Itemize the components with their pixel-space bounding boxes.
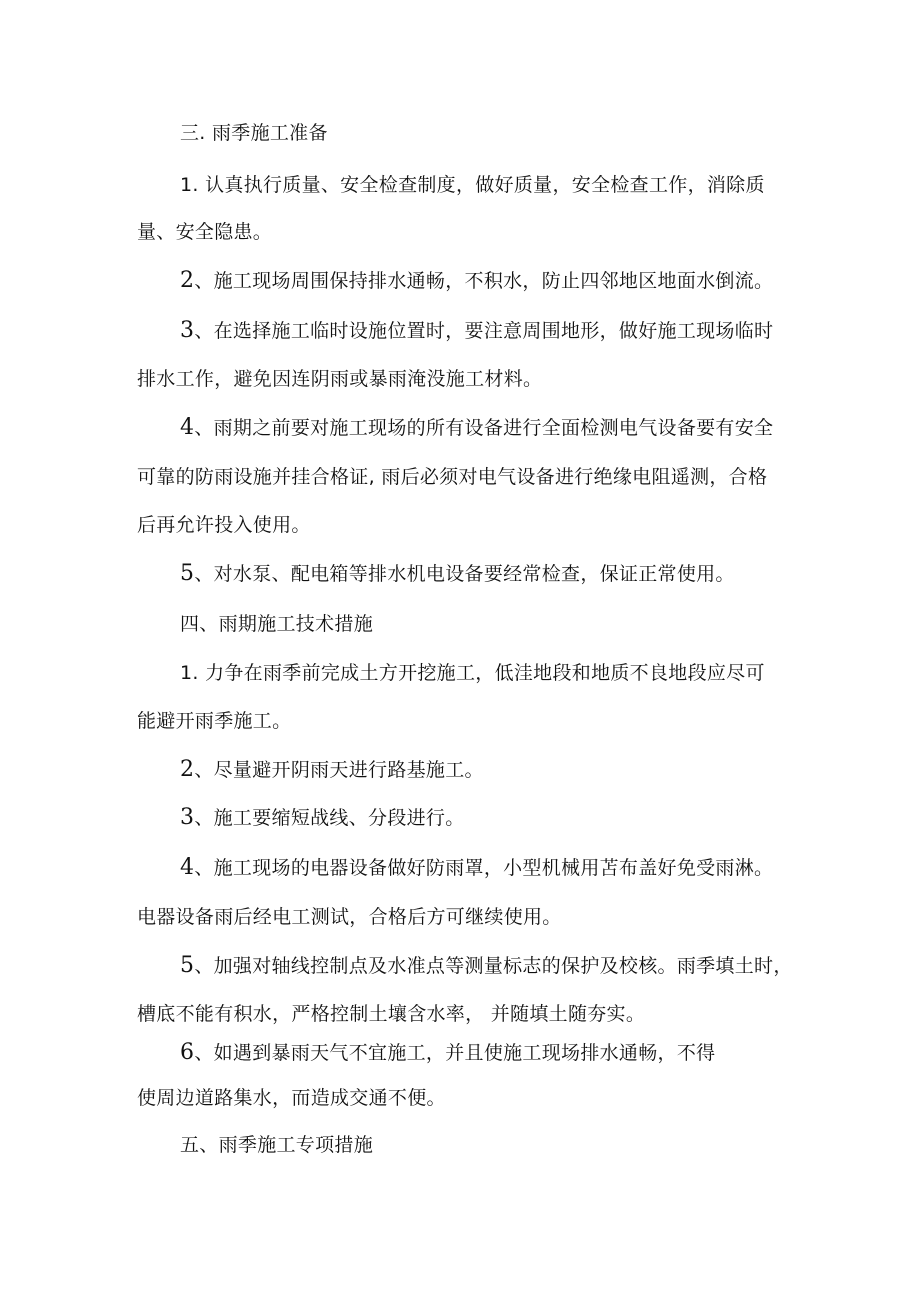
paragraph-line: 槽底不能有积水，严格控制土壤含水率， 并随填土随夯实。: [137, 1003, 646, 1025]
item-number: 6: [180, 1040, 195, 1065]
paragraph-text: 、在选择施工临时设施位置时，要注意周围地形，做好施工现场临时: [194, 320, 774, 342]
paragraph-text: 、如遇到暴雨天气不宜施工，并且使施工现场排水通畅，不得: [194, 1042, 716, 1064]
paragraph-line: [180, 805, 465, 831]
paragraph-line: 1. 认真执行质量、安全检查制度，做好质量，安全检查工作，消除质: [180, 174, 765, 196]
item-number: 4: [180, 415, 195, 440]
section-heading-4: 四、雨期施工技术措施: [180, 613, 374, 635]
item-number: 2: [180, 268, 195, 293]
paragraph-line: [180, 855, 773, 881]
item-number: 5: [180, 953, 195, 978]
paragraph-line: 能避开雨季施工。: [137, 710, 292, 732]
item-number: 4: [180, 855, 195, 880]
paragraph-line: 1. 力争在雨季前完成土方开挖施工，低洼地段和地质不良地段应尽可: [180, 662, 765, 684]
paragraph-text: 、施工现场周围保持排水通畅，不积水，防止四邻地区地面水倒流。: [194, 270, 774, 292]
paragraph-text: 、对水泵、配电箱等排水机电设备要经常检查，保证正常使用。: [194, 563, 735, 585]
paragraph-text: 、尽量避开阴雨天进行路基施工。: [194, 759, 484, 781]
item-number: 3: [180, 805, 195, 830]
paragraph-line: 后再允许投入使用。: [137, 514, 311, 536]
paragraph-line: 可靠的防雨设施并挂合格证, 雨后必须对电气设备进行绝缘电阻遥测，合格: [137, 466, 768, 488]
section-heading-5: 五、雨季施工专项措施: [180, 1134, 374, 1156]
item-number: 3: [180, 318, 195, 343]
paragraph-line: [180, 318, 773, 344]
paragraph-line: [180, 561, 735, 587]
paragraph-line: [180, 268, 773, 294]
item-number: 5: [180, 561, 195, 586]
paragraph-text: 、施工现场的电器设备做好防雨罩，小型机械用苫布盖好免受雨淋。: [194, 857, 774, 879]
paragraph-line: 使周边道路集水，而造成交通不便。: [137, 1087, 446, 1109]
paragraph-line: [180, 757, 484, 783]
paragraph-line: [180, 953, 793, 979]
paragraph-line: 量、安全隐患。: [137, 221, 273, 243]
paragraph-line: [180, 415, 773, 441]
section-heading-3: 三. 雨季施工准备: [180, 122, 328, 144]
paragraph-line: [180, 1040, 715, 1066]
item-number: 2: [180, 757, 195, 782]
paragraph-line: 排水工作，避免因连阴雨或暴雨淹没施工材料。: [137, 368, 543, 390]
paragraph-text: 、雨期之前要对施工现场的所有设备进行全面检测电气设备要有安全: [194, 417, 774, 439]
paragraph-line: 电器设备雨后经电工测试，合格后方可继续使用。: [137, 906, 562, 928]
paragraph-text: 、加强对轴线控制点及水准点等测量标志的保护及校核。雨季填土时，: [194, 955, 793, 977]
paragraph-text: 、施工要缩短战线、分段进行。: [194, 807, 465, 829]
